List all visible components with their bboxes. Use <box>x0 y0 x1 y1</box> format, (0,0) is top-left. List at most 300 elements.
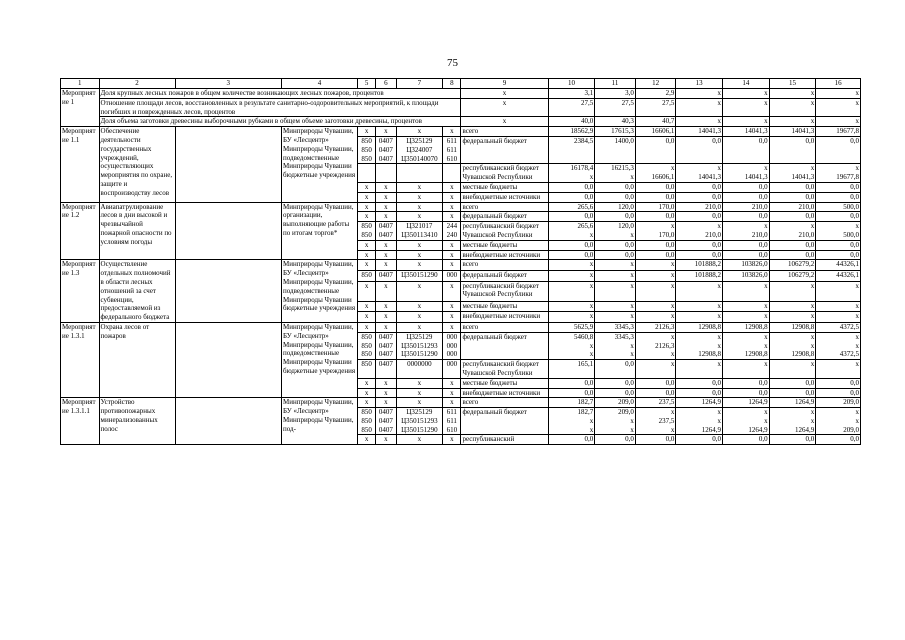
code-grbs: x <box>358 260 376 271</box>
code-grbs: x <box>358 435 376 445</box>
code-grbs: x <box>358 388 376 398</box>
code-target: Ц325129 Ц350151293 Ц350151290 <box>396 408 443 435</box>
year-value: 0,0 <box>723 182 770 192</box>
year-value: x <box>816 301 861 312</box>
code-target: x <box>396 388 443 398</box>
year-value: x <box>548 281 595 301</box>
year-value: 1264,9 <box>723 398 770 408</box>
indicator-source: x <box>461 98 548 117</box>
year-value: 265,6 <box>548 202 595 212</box>
year-value: 0,0 <box>816 182 861 192</box>
year-value: 0,0 <box>816 435 861 445</box>
header-cell: 9 <box>461 79 548 89</box>
year-value: x <box>676 89 723 99</box>
year-value: 3345,3 <box>595 322 636 332</box>
funding-source: всего <box>461 260 548 271</box>
year-value: 0,0 <box>676 182 723 192</box>
code-target: x <box>396 250 443 260</box>
year-value: x <box>676 312 723 323</box>
code-target: x <box>396 435 443 445</box>
empty-cell <box>175 127 281 202</box>
code-expense: x <box>443 378 461 388</box>
header-cell: 5 <box>358 79 376 89</box>
code-target: x <box>396 202 443 212</box>
code-target: x <box>396 212 443 222</box>
code-grbs: x <box>358 212 376 222</box>
funding-source: республиканский бюджет Чувашской Республики <box>461 164 548 183</box>
indicator-text: Отношение площади лесов, восстановленных в результате санитарно-оздоровительных мероприятий, к площади погибших и поврежденных лесов, процентов <box>99 98 461 117</box>
header-cell: 2 <box>99 79 175 89</box>
finance-row <box>61 127 861 137</box>
code-target: 0000000 <box>396 360 443 379</box>
year-value: 14041,3 <box>769 127 816 137</box>
indicator-text: Доля крупных лесных пожаров в общем количестве возникающих лесных пожаров, процентов <box>99 89 461 99</box>
funding-source: внебюджетные источники <box>461 250 548 260</box>
year-value: 0,0 <box>595 360 636 379</box>
measure-label: Мероприятие 1.2 <box>61 202 100 260</box>
year-value: 0,0 <box>635 182 676 192</box>
year-value: 0,0 <box>635 192 676 202</box>
year-value: 0,0 <box>816 240 861 250</box>
year-value: 120,0 x <box>595 222 636 241</box>
measure-name: Охрана лесов от пожаров <box>99 322 175 397</box>
year-value: x <box>635 312 676 323</box>
code-expense: 611 611 610 <box>443 408 461 435</box>
year-value: 0,0 <box>635 136 676 163</box>
year-value: 40,0 <box>548 117 595 127</box>
funding-source: федеральный бюджет <box>461 332 548 359</box>
year-value: x 14041,3 <box>769 164 816 183</box>
header-cell: 13 <box>676 79 723 89</box>
code-expense: 000 <box>443 360 461 379</box>
indicator-text: Доля объема заготовки древесины выборочными рубками в общем объеме заготовки древесины, процентов <box>99 117 461 127</box>
year-value: 0,0 <box>548 240 595 250</box>
header-cell: 8 <box>443 79 461 89</box>
code-expense: 611 611 610 <box>443 136 461 163</box>
year-value: 237,5 <box>635 398 676 408</box>
code-section <box>376 164 396 183</box>
year-value: x <box>635 260 676 271</box>
code-target: x <box>396 240 443 250</box>
year-value: x x 4372,5 <box>816 332 861 359</box>
year-value: x <box>548 260 595 271</box>
year-value: 106279,2 <box>769 270 816 281</box>
year-value: 0,0 <box>769 136 816 163</box>
code-section: x <box>376 260 396 271</box>
code-section: 0407 0407 0407 <box>376 136 396 163</box>
year-value: 0,0 <box>723 136 770 163</box>
year-value: 0,0 <box>635 388 676 398</box>
year-value: 0,0 <box>548 182 595 192</box>
code-grbs: x <box>358 378 376 388</box>
year-value: 0,0 <box>769 435 816 445</box>
year-value: 0,0 <box>769 250 816 260</box>
year-value: 40,3 <box>595 117 636 127</box>
header-row <box>61 79 861 89</box>
funding-source: местные бюджеты <box>461 301 548 312</box>
funding-source: республиканский бюджет Чувашской Республики <box>461 281 548 301</box>
budget-table <box>60 78 861 445</box>
year-value: 0,0 <box>723 378 770 388</box>
code-grbs: x <box>358 192 376 202</box>
year-value: 265,6 x <box>548 222 595 241</box>
year-value: x <box>676 301 723 312</box>
year-value: 101888,2 <box>676 270 723 281</box>
code-expense: x <box>443 250 461 260</box>
year-value: 0,0 <box>595 388 636 398</box>
year-value: 5460,8 x x <box>548 332 595 359</box>
year-value: x <box>548 312 595 323</box>
code-grbs: x <box>358 398 376 408</box>
year-value: x <box>548 301 595 312</box>
code-section: x <box>376 398 396 408</box>
code-grbs: 850 850 850 <box>358 408 376 435</box>
code-target: x <box>396 281 443 301</box>
code-expense <box>443 164 461 183</box>
measure-label: Мероприятие 1.3.1.1 <box>61 398 100 445</box>
year-value: x <box>723 281 770 301</box>
year-value: 103826,0 <box>723 270 770 281</box>
code-expense: x <box>443 260 461 271</box>
code-expense: x <box>443 388 461 398</box>
year-value: x 210,0 <box>676 222 723 241</box>
year-value: x <box>769 117 816 127</box>
year-value: 19677,8 <box>816 127 861 137</box>
code-expense: x <box>443 312 461 323</box>
code-section: 0407 0407 0407 <box>376 332 396 359</box>
code-section: x <box>376 435 396 445</box>
year-value: 12908,8 <box>676 322 723 332</box>
year-value: 0,0 <box>723 250 770 260</box>
code-grbs: x <box>358 322 376 332</box>
year-value: 27,5 <box>635 98 676 117</box>
empty-cell <box>175 398 281 445</box>
year-value: 0,0 <box>816 192 861 202</box>
code-grbs: x <box>358 301 376 312</box>
funding-source: внебюджетные источники <box>461 388 548 398</box>
year-value: x <box>635 301 676 312</box>
year-value: 3345,3 x x <box>595 332 636 359</box>
year-value: x <box>816 360 861 379</box>
year-value: 106279,2 <box>769 260 816 271</box>
code-grbs: 850 <box>358 360 376 379</box>
year-value: 16215,3 x <box>595 164 636 183</box>
year-value: x <box>723 312 770 323</box>
funding-source: всего <box>461 398 548 408</box>
measure-name: Устройство противопожарных минерализованных полос <box>99 398 175 445</box>
year-value: x 210,0 <box>723 222 770 241</box>
code-grbs <box>358 164 376 183</box>
year-value: 0,0 <box>676 388 723 398</box>
code-target: Ц325129 Ц324007 Ц350140070 <box>396 136 443 163</box>
code-grbs: 850 850 <box>358 222 376 241</box>
year-value: 0,0 <box>723 388 770 398</box>
year-value: x x 12908,8 <box>769 332 816 359</box>
year-value: 0,0 <box>595 192 636 202</box>
year-value: 182,7 <box>548 398 595 408</box>
year-value: x <box>769 301 816 312</box>
code-grbs: x <box>358 127 376 137</box>
indicator-source: x <box>461 89 548 99</box>
year-value: 3,1 <box>548 89 595 99</box>
year-value: 12908,8 <box>723 322 770 332</box>
page-number: 75 <box>447 57 458 69</box>
year-value: x <box>723 89 770 99</box>
year-value: x <box>769 281 816 301</box>
code-target: Ц321017 Ц350113410 <box>396 222 443 241</box>
year-value: 16178,4 x <box>548 164 595 183</box>
year-value: 103826,0 <box>723 260 770 271</box>
year-value: 14041,3 <box>723 127 770 137</box>
code-expense: x <box>443 301 461 312</box>
year-value: 0,0 <box>676 240 723 250</box>
code-section: 0407 0407 <box>376 222 396 241</box>
year-value: x <box>635 270 676 281</box>
code-section: x <box>376 281 396 301</box>
year-value: 44326,1 <box>816 270 861 281</box>
funding-source: внебюджетные источники <box>461 192 548 202</box>
year-value: 40,7 <box>635 117 676 127</box>
code-section: x <box>376 202 396 212</box>
year-value: 5625,9 <box>548 322 595 332</box>
year-value: 170,0 <box>635 202 676 212</box>
measure-label: Мероприятие 1 <box>61 89 100 127</box>
empty-cell <box>175 202 281 260</box>
year-value: 0,0 <box>769 378 816 388</box>
header-cell: 12 <box>635 79 676 89</box>
executor: Минприроды Чувашии, БУ «Лесцентр» Минприроды Чувашии, подведомственные Минприроды Чувашии бюджетные учреждения <box>282 127 358 202</box>
year-value: x <box>595 301 636 312</box>
year-value: x <box>816 312 861 323</box>
year-value: 14041,3 <box>676 127 723 137</box>
code-target: Ц350151290 <box>396 270 443 281</box>
funding-source: всего <box>461 127 548 137</box>
funding-source: местные бюджеты <box>461 240 548 250</box>
code-expense: 244 240 <box>443 222 461 241</box>
year-value: x x 1264,9 <box>769 408 816 435</box>
finance-row <box>61 202 861 212</box>
header-cell: 3 <box>175 79 281 89</box>
code-expense: 000 000 000 <box>443 332 461 359</box>
code-grbs: x <box>358 250 376 260</box>
year-value: 0,0 <box>635 435 676 445</box>
code-section: x <box>376 250 396 260</box>
year-value: x x 12908,8 <box>676 332 723 359</box>
year-value: 0,0 <box>595 435 636 445</box>
year-value: 0,0 <box>635 378 676 388</box>
code-target: x <box>396 378 443 388</box>
year-value: 500,0 <box>816 202 861 212</box>
year-value: 44326,1 <box>816 260 861 271</box>
year-value: x <box>548 270 595 281</box>
year-value: x <box>676 117 723 127</box>
header-cell: 6 <box>376 79 396 89</box>
code-grbs: x <box>358 202 376 212</box>
funding-source: республиканский бюджет Чувашской Республики <box>461 360 548 379</box>
year-value: 16606,1 <box>635 127 676 137</box>
year-value: 0,0 <box>676 435 723 445</box>
code-grbs: 850 850 850 <box>358 332 376 359</box>
code-expense: x <box>443 322 461 332</box>
executor: Минприроды Чувашии, БУ «Лесцентр» Минприроды Чувашии, под- <box>282 398 358 445</box>
indicator-row <box>61 117 861 127</box>
year-value: 0,0 <box>595 182 636 192</box>
indicator-row <box>61 98 861 117</box>
year-value: x <box>769 312 816 323</box>
code-target <box>396 164 443 183</box>
indicator-row <box>61 89 861 99</box>
code-expense: x <box>443 192 461 202</box>
header-cell: 15 <box>769 79 816 89</box>
code-section: x <box>376 182 396 192</box>
header-cell: 7 <box>396 79 443 89</box>
year-value: 0,0 <box>595 250 636 260</box>
funding-source: местные бюджеты <box>461 378 548 388</box>
finance-row <box>61 398 861 408</box>
code-target: x <box>396 260 443 271</box>
code-target: x <box>396 301 443 312</box>
measure-label: Мероприятие 1.3.1 <box>61 322 100 397</box>
year-value: 0,0 <box>676 378 723 388</box>
funding-source: республиканский бюджет Чувашской Республики <box>461 222 548 241</box>
year-value: x <box>676 98 723 117</box>
year-value: x <box>723 117 770 127</box>
measure-name: Обеспечение деятельности государственных учреждений, осуществляющих мероприятия по охране, защите и воспроизводству лесов <box>99 127 175 202</box>
funding-source: федеральный бюджет <box>461 408 548 435</box>
year-value: 0,0 <box>769 192 816 202</box>
year-value: 0,0 <box>723 240 770 250</box>
empty-cell <box>175 322 281 397</box>
year-value: 0,0 <box>548 250 595 260</box>
year-value: 27,5 <box>595 98 636 117</box>
measure-label: Мероприятие 1.1 <box>61 127 100 202</box>
code-target: x <box>396 322 443 332</box>
year-value: 1400,0 <box>595 136 636 163</box>
header-cell: 11 <box>595 79 636 89</box>
year-value: x <box>769 89 816 99</box>
year-value: 27,5 <box>548 98 595 117</box>
year-value: 0,0 <box>548 192 595 202</box>
code-expense: x <box>443 240 461 250</box>
measure-name: Авиапатрулирование лесов в дни высокой и чрезвычайной пожарной опасности по условиям погоды <box>99 202 175 260</box>
year-value: x 210,0 <box>769 222 816 241</box>
year-value: x <box>723 98 770 117</box>
year-value: x 237,5 x <box>635 408 676 435</box>
year-value: x 14041,3 <box>723 164 770 183</box>
code-grbs: 850 850 850 <box>358 136 376 163</box>
year-value: 0,0 <box>548 435 595 445</box>
code-section: x <box>376 312 396 323</box>
funding-source: местные бюджеты <box>461 182 548 192</box>
executor: Минприроды Чувашии, БУ «Лесцентр» Минприроды Чувашии, подведомственные Минприроды Чувашии бюджетные учреждения <box>282 322 358 397</box>
code-target: x <box>396 182 443 192</box>
year-value: 0,0 <box>816 212 861 222</box>
code-expense: x <box>443 212 461 222</box>
code-expense: x <box>443 127 461 137</box>
header-cell: 4 <box>282 79 358 89</box>
year-value: x <box>676 281 723 301</box>
empty-cell <box>175 260 281 323</box>
funding-source: всего <box>461 322 548 332</box>
year-value: 0,0 <box>595 212 636 222</box>
year-value: x <box>676 360 723 379</box>
year-value: x <box>816 98 861 117</box>
year-value: 0,0 <box>676 192 723 202</box>
year-value: 17615,3 <box>595 127 636 137</box>
finance-row <box>61 260 861 271</box>
year-value: 0,0 <box>635 212 676 222</box>
code-expense: x <box>443 202 461 212</box>
code-target: x <box>396 192 443 202</box>
code-section: 0407 <box>376 270 396 281</box>
finance-row <box>61 322 861 332</box>
year-value: x <box>635 281 676 301</box>
year-value: 12908,8 <box>769 322 816 332</box>
code-grbs: x <box>358 281 376 301</box>
year-value: x 170,0 <box>635 222 676 241</box>
year-value: 0,0 <box>723 212 770 222</box>
code-section: x <box>376 378 396 388</box>
year-value: x <box>816 117 861 127</box>
year-value: 0,0 <box>548 388 595 398</box>
year-value: 0,0 <box>548 378 595 388</box>
code-expense: x <box>443 281 461 301</box>
code-target: x <box>396 312 443 323</box>
code-section: 0407 <box>376 360 396 379</box>
year-value: 0,0 <box>816 136 861 163</box>
funding-source: республиканский <box>461 435 548 445</box>
year-value: 0,0 <box>595 240 636 250</box>
year-value: 0,0 <box>769 212 816 222</box>
year-value: 0,0 <box>769 388 816 398</box>
year-value: 209,0 x x <box>595 408 636 435</box>
code-section: x <box>376 240 396 250</box>
code-section: x <box>376 127 396 137</box>
code-section: x <box>376 301 396 312</box>
year-value: 0,0 <box>769 182 816 192</box>
year-value: x 500,0 <box>816 222 861 241</box>
year-value: x 14041,3 <box>676 164 723 183</box>
code-grbs: 850 <box>358 270 376 281</box>
code-section: x <box>376 192 396 202</box>
header-cell: 1 <box>61 79 100 89</box>
year-value: 210,0 <box>723 202 770 212</box>
year-value: 0,0 <box>676 250 723 260</box>
year-value: x x 1264,9 <box>676 408 723 435</box>
year-value: 0,0 <box>723 192 770 202</box>
funding-source: внебюджетные источники <box>461 312 548 323</box>
year-value: 101888,2 <box>676 260 723 271</box>
header-cell: 10 <box>548 79 595 89</box>
year-value: 4372,5 <box>816 322 861 332</box>
year-value: x <box>595 270 636 281</box>
year-value: 2384,5 <box>548 136 595 163</box>
executor: Минприроды Чувашии, организации, выполняющие работы по итогам торгов* <box>282 202 358 260</box>
year-value: 2126,3 <box>635 322 676 332</box>
year-value: x <box>595 260 636 271</box>
year-value: 0,0 <box>769 240 816 250</box>
funding-source: федеральный бюджет <box>461 212 548 222</box>
code-section: 0407 0407 0407 <box>376 408 396 435</box>
code-expense: x <box>443 435 461 445</box>
year-value: 0,0 <box>816 378 861 388</box>
year-value: x x 1264,9 <box>723 408 770 435</box>
year-value: x <box>723 301 770 312</box>
year-value: 0,0 <box>816 388 861 398</box>
year-value: 165,1 <box>548 360 595 379</box>
year-value: x <box>723 360 770 379</box>
funding-source: федеральный бюджет <box>461 136 548 163</box>
